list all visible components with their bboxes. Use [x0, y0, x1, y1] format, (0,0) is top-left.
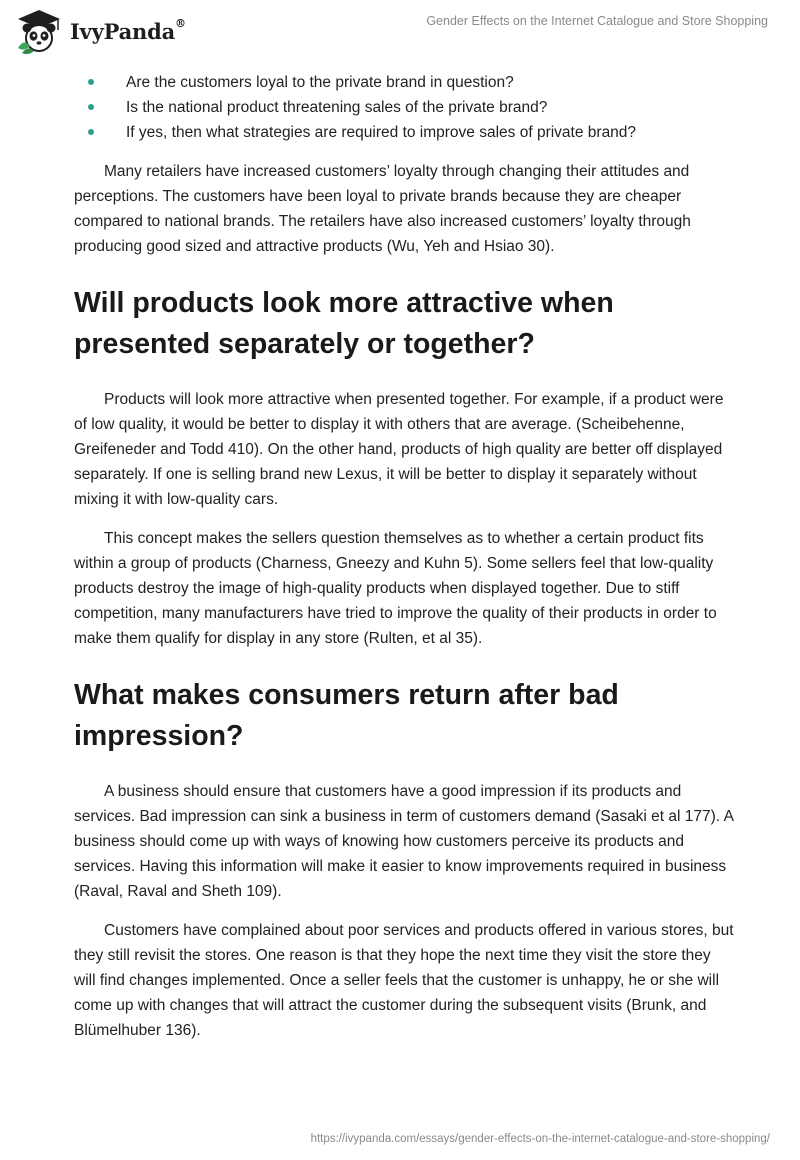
- bullet-icon: [88, 129, 94, 135]
- panda-graduation-icon: [14, 8, 64, 54]
- section-heading: What makes consumers return after bad impression?: [74, 679, 619, 752]
- ivypanda-logo[interactable]: [14, 8, 186, 54]
- page-header: [0, 0, 800, 64]
- paragraph: Products will look more attractive when presented together. For example, if a product were of low quality, it would be better to display it with others that are average. (Scheibehenne, Greifeneder and Todd 410). On the other hand, products of high quality are better off displayed separately. If one is selling brand new Lexus, it will be better to display it separately without mixing it with low-quality cars.: [74, 391, 724, 508]
- document-title: Gender Effects on the Internet Catalogue and Store Shopping: [426, 14, 768, 28]
- list-item: Is the national product threatening sales of the private brand?: [74, 95, 734, 120]
- essay-body: [74, 70, 734, 1043]
- list-item: If yes, then what strategies are required to improve sales of private brand?: [74, 120, 734, 145]
- section-heading: Will products look more attractive when presented separately or together?: [74, 287, 614, 360]
- paragraph: Many retailers have increased customers’ loyalty through changing their attitudes and perceptions. The customers have been loyal to private brands because they are cheaper compared to national brands. The retailers have also increased customers’ loyalty through producing good sized and attractive products (Wu, Yeh and Hsiao 30).: [74, 163, 691, 255]
- paragraph: This concept makes the sellers question themselves as to whether a certain product fits within a group of products (Charness, Gneezy and Kuhn 5). Some sellers feel that low-quality products destroy the image of high-quality products when displayed together. Due to stiff competition, many manufacturers have tried to improve the quality of their products in order to make them qualify for display in any store (Rulten, et al 35).: [74, 530, 717, 647]
- question-list: [74, 70, 734, 145]
- paragraph: Customers have complained about poor services and products offered in various stores, but they still revisit the stores. One reason is that they hope the next time they visit the store they will find changes implemented. Once a seller feels that the customer is unhappy, he or she will come up with changes that will attract the customer during the subsequent visits (Brunk, and Blümelhuber 136).: [74, 922, 734, 1039]
- logo-wordmark: IvyPanda®: [70, 16, 186, 44]
- source-url-link[interactable]: https://ivypanda.com/essays/gender-effects-on-the-internet-catalogue-and-store-shopping/: [310, 1133, 770, 1145]
- bullet-icon: [88, 104, 94, 110]
- list-item: Are the customers loyal to the private brand in question?: [74, 70, 734, 95]
- paragraph: A business should ensure that customers have a good impression if its products and services. Bad impression can sink a business in term of customers demand (Sasaki et al 177). A business should come up with ways of knowing how customers perceive its products and services. Having this information will make it easier to know improvements required in business (Raval, Raval and Sheth 109).: [74, 783, 734, 900]
- bullet-icon: [88, 79, 94, 85]
